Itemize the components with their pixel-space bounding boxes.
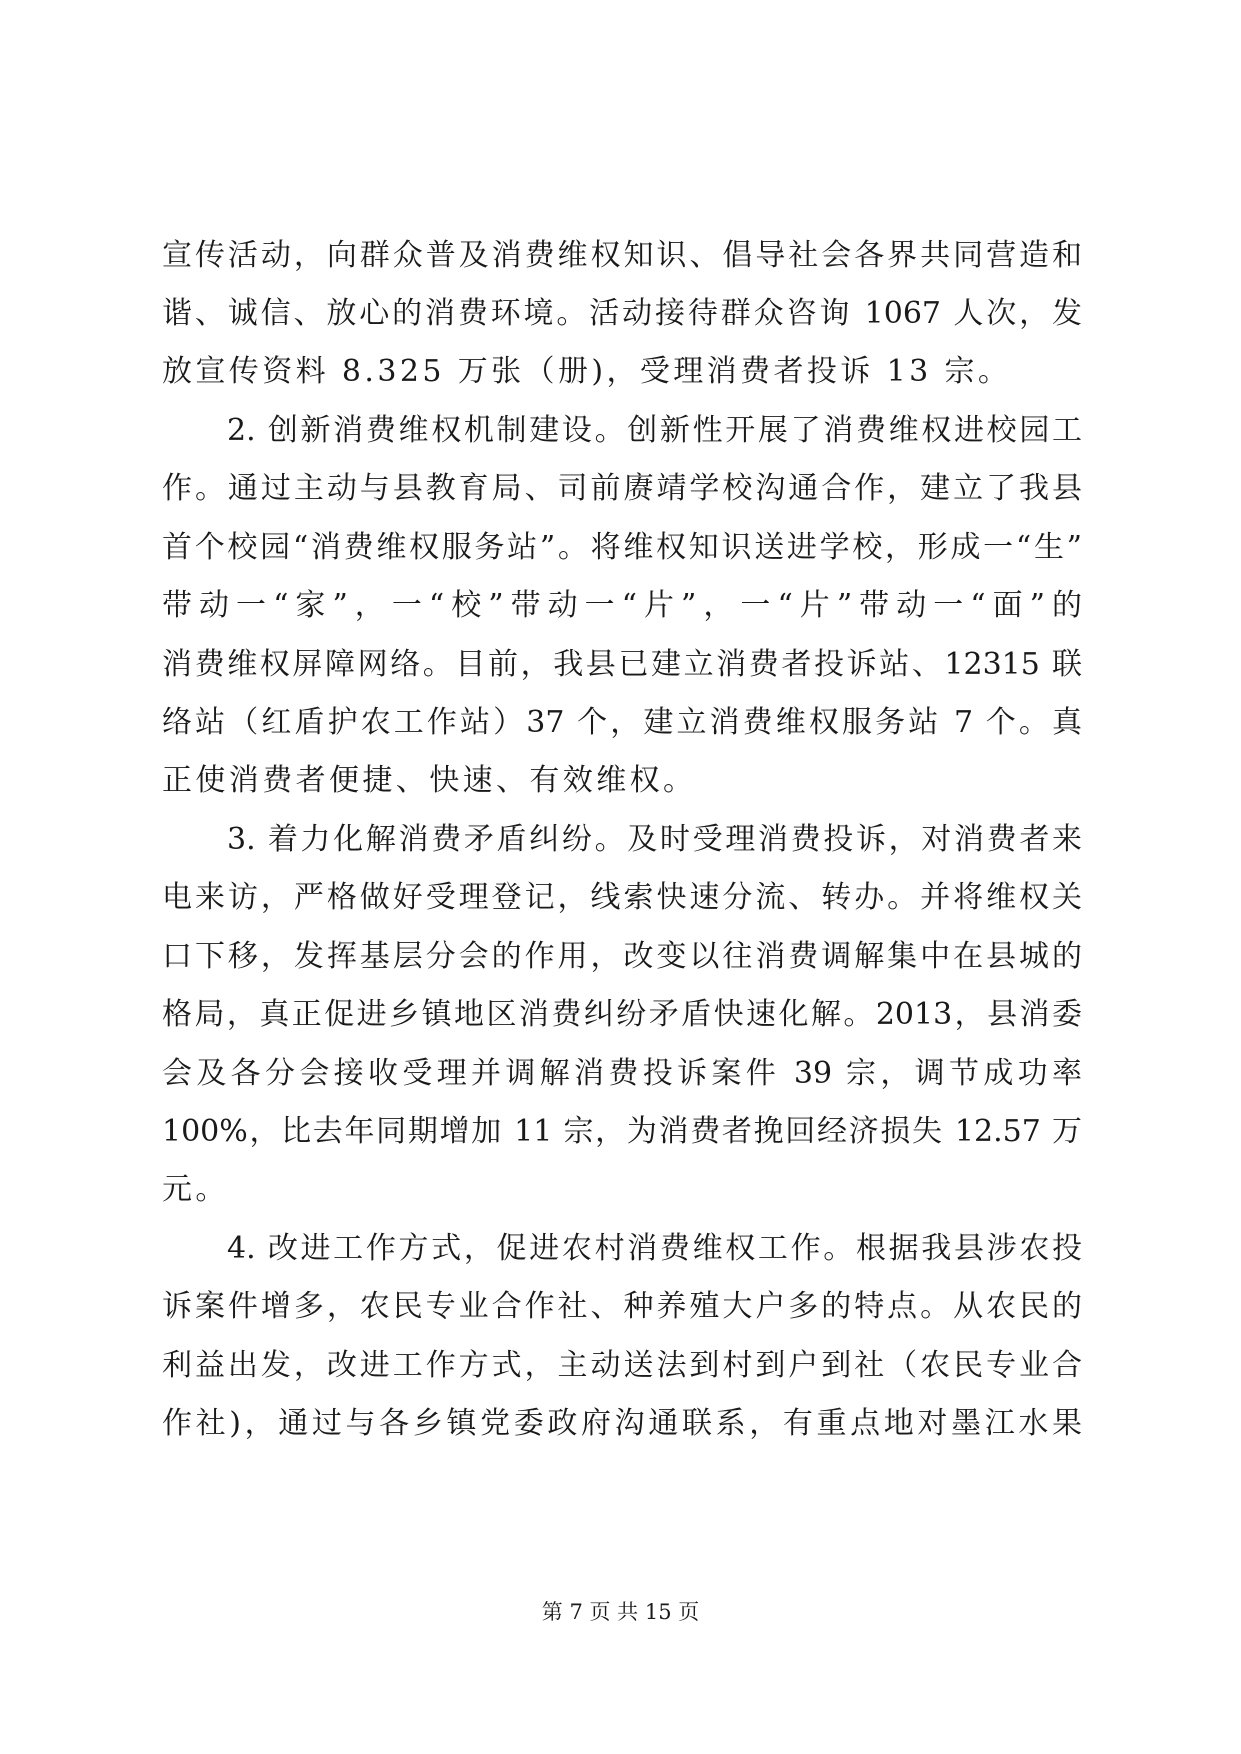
- text-line: 宣传活动，向群众普及消费维权知识、倡导社会各界共同营造和: [162, 238, 1082, 273]
- text-line: 格局，真正促进乡镇地区消费纠纷矛盾快速化解。2013，县消委: [162, 997, 1082, 1032]
- text-line: 会及各分会接收受理并调解消费投诉案件 39 宗，调节成功率: [162, 1056, 1082, 1091]
- text-line: 络站（红盾护农工作站）37 个，建立消费维权服务站 7 个。真: [162, 705, 1082, 740]
- text-line: 谐、诚信、放心的消费环境。活动接待群众咨询 1067 人次，发: [162, 296, 1082, 331]
- text-line: 电来访，严格做好受理登记，线索快速分流、转办。并将维权关: [162, 880, 1082, 915]
- page-footer: 第 7 页 共 15 页: [541, 1600, 700, 1624]
- text-line: 利益出发，改进工作方式，主动送法到村到户到社（农民专业合: [162, 1348, 1082, 1383]
- text-line: 口下移，发挥基层分会的作用，改变以往消费调解集中在县城的: [162, 939, 1082, 974]
- text-line: 消费维权屏障网络。目前，我县已建立消费者投诉站、12315 联: [162, 647, 1082, 682]
- text-line: 作。通过主动与县教育局、司前赓靖学校沟通合作，建立了我县: [162, 471, 1082, 506]
- text-line: 元。: [162, 1172, 229, 1207]
- paragraph-3-start: 3. 着力化解消费矛盾纠纷。及时受理消费投诉，对消费者来: [227, 822, 1082, 857]
- text-line: 首个校园“消费维权服务站”。将维权知识送进学校，形成一“生”: [162, 530, 1082, 565]
- text-line: 带动一“家”，一“校”带动一“片”，一“片”带动一“面”的: [162, 588, 1082, 623]
- text-line: 100%，比去年同期增加 11 宗，为消费者挽回经济损失 12.57 万: [162, 1114, 1082, 1149]
- text-line: 放宣传资料 8.325 万张（册)，受理消费者投诉 13 宗。: [162, 354, 1012, 389]
- text-line: 正使消费者便捷、快速、有效维权。: [162, 763, 697, 798]
- text-line: 作社)，通过与各乡镇党委政府沟通联系，有重点地对墨江水果: [162, 1406, 1082, 1441]
- paragraph-4-start: 4. 改进工作方式，促进农村消费维权工作。根据我县涉农投: [227, 1231, 1082, 1266]
- paragraph-2-start: 2. 创新消费维权机制建设。创新性开展了消费维权进校园工: [227, 413, 1082, 448]
- text-line: 诉案件增多，农民专业合作社、种养殖大户多的特点。从农民的: [162, 1289, 1082, 1324]
